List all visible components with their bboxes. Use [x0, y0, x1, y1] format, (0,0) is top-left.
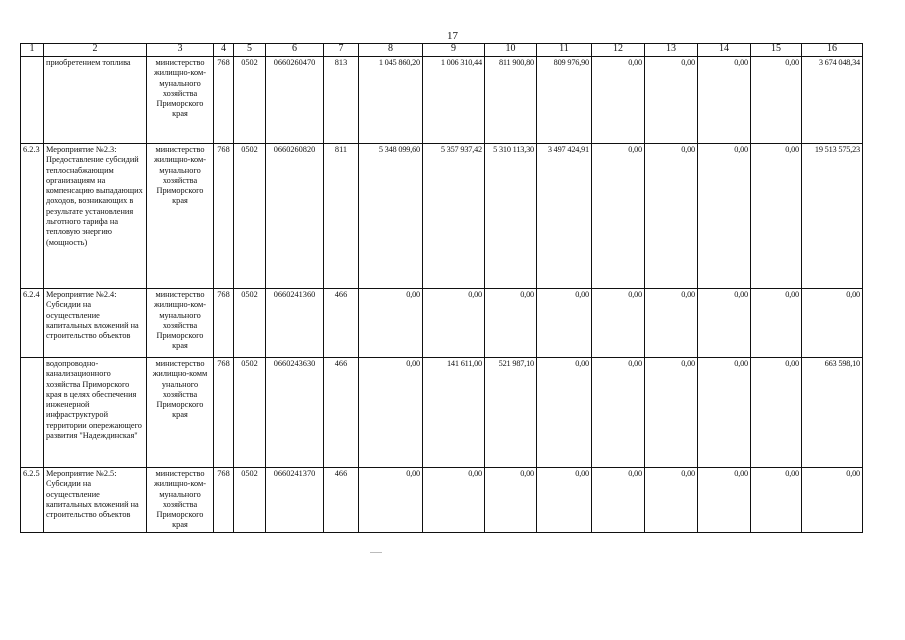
- cell-vr: 466: [324, 358, 359, 468]
- amount-total: 3 674 048,34: [802, 57, 863, 144]
- amount-col-12: 0,00: [592, 144, 645, 289]
- cell-csr: 0660243630: [266, 358, 324, 468]
- amount-col-13: 0,00: [645, 57, 698, 144]
- cell-rzpr: 0502: [234, 358, 266, 468]
- amount-col-8: 0,00: [359, 289, 423, 358]
- cell-grbs: 768: [214, 57, 234, 144]
- column-header: 15: [751, 44, 802, 57]
- cell-grbs: 768: [214, 358, 234, 468]
- amount-col-12: 0,00: [592, 358, 645, 468]
- amount-col-11: 0,00: [537, 468, 592, 533]
- budget-table: [20, 43, 863, 533]
- executor: министерство жилищно-ком-мунального хозяйства Приморского края: [147, 289, 214, 358]
- column-header: 8: [359, 44, 423, 57]
- cell-rzpr: 0502: [234, 289, 266, 358]
- column-header: 7: [324, 44, 359, 57]
- cell-vr: 813: [324, 57, 359, 144]
- executor: министерство жилищно-ком-мунального хозяйства Приморского края: [147, 468, 214, 533]
- amount-col-14: 0,00: [698, 358, 751, 468]
- amount-col-10: 521 987,10: [485, 358, 537, 468]
- amount-col-9: 141 611,00: [423, 358, 485, 468]
- cell-rzpr: 0502: [234, 57, 266, 144]
- amount-col-10: 811 900,80: [485, 57, 537, 144]
- executor: министерство жилищно-комм унального хозяйства Приморского края: [147, 358, 214, 468]
- amount-col-9: 5 357 937,42: [423, 144, 485, 289]
- amount-col-11: 0,00: [537, 358, 592, 468]
- amount-col-11: 3 497 424,91: [537, 144, 592, 289]
- cell-csr: 0660260470: [266, 57, 324, 144]
- cell-grbs: 768: [214, 144, 234, 289]
- column-header: 16: [802, 44, 863, 57]
- table-row: [21, 468, 863, 533]
- amount-col-14: 0,00: [698, 468, 751, 533]
- amount-col-8: 5 348 099,60: [359, 144, 423, 289]
- activity-name: водопроводно-канализационного хозяйства Приморского края в целях обеспечения инженерной инфраструктурой территории опережающего развития "Надеждинская": [44, 358, 147, 468]
- amount-col-9: 0,00: [423, 468, 485, 533]
- activity-name: Мероприятие №2.3: Предоставление субсидий теплоснабжающим организациям на компенсацию выпадающих доходов, возникающих в результате установления льготного тарифа на тепловую энергию (мощность): [44, 144, 147, 289]
- amount-col-12: 0,00: [592, 57, 645, 144]
- amount-col-13: 0,00: [645, 289, 698, 358]
- cell-vr: 811: [324, 144, 359, 289]
- cell-csr: 0660241370: [266, 468, 324, 533]
- column-number-row: [21, 44, 863, 57]
- table-row: [21, 289, 863, 358]
- scan-mark: [370, 552, 382, 553]
- row-code: 6.2.4: [21, 289, 44, 358]
- column-header: 1: [21, 44, 44, 57]
- amount-col-8: 0,00: [359, 358, 423, 468]
- column-header: 9: [423, 44, 485, 57]
- column-header: 14: [698, 44, 751, 57]
- cell-csr: 0660241360: [266, 289, 324, 358]
- column-header: 4: [214, 44, 234, 57]
- column-header: 11: [537, 44, 592, 57]
- amount-col-8: 1 045 860,20: [359, 57, 423, 144]
- amount-col-10: 0,00: [485, 468, 537, 533]
- cell-vr: 466: [324, 468, 359, 533]
- cell-rzpr: 0502: [234, 144, 266, 289]
- row-code: 6.2.5: [21, 468, 44, 533]
- column-header: 13: [645, 44, 698, 57]
- amount-col-14: 0,00: [698, 289, 751, 358]
- amount-col-9: 1 006 310,44: [423, 57, 485, 144]
- amount-col-15: 0,00: [751, 289, 802, 358]
- column-header: 5: [234, 44, 266, 57]
- amount-col-13: 0,00: [645, 468, 698, 533]
- amount-col-11: 0,00: [537, 289, 592, 358]
- row-code: [21, 57, 44, 144]
- table-body: [21, 57, 863, 533]
- amount-col-13: 0,00: [645, 358, 698, 468]
- amount-col-11: 809 976,90: [537, 57, 592, 144]
- amount-col-14: 0,00: [698, 144, 751, 289]
- table-row: [21, 57, 863, 144]
- amount-col-13: 0,00: [645, 144, 698, 289]
- column-header: 6: [266, 44, 324, 57]
- column-header: 2: [44, 44, 147, 57]
- row-code: 6.2.3: [21, 144, 44, 289]
- amount-col-15: 0,00: [751, 144, 802, 289]
- amount-col-8: 0,00: [359, 468, 423, 533]
- amount-col-15: 0,00: [751, 57, 802, 144]
- amount-total: 19 513 575,23: [802, 144, 863, 289]
- cell-rzpr: 0502: [234, 468, 266, 533]
- amount-col-15: 0,00: [751, 358, 802, 468]
- cell-grbs: 768: [214, 289, 234, 358]
- column-header: 12: [592, 44, 645, 57]
- amount-col-15: 0,00: [751, 468, 802, 533]
- amount-col-12: 0,00: [592, 289, 645, 358]
- amount-total: 0,00: [802, 468, 863, 533]
- table-row: [21, 358, 863, 468]
- amount-col-9: 0,00: [423, 289, 485, 358]
- activity-name: Мероприятие №2.5: Субсидии на осуществление капитальных вложений на строительство объектов: [44, 468, 147, 533]
- amount-col-10: 5 310 113,30: [485, 144, 537, 289]
- row-code: [21, 358, 44, 468]
- cell-grbs: 768: [214, 468, 234, 533]
- executor: министерство жилищно-ком-мунального хозяйства Приморского края: [147, 144, 214, 289]
- amount-col-12: 0,00: [592, 468, 645, 533]
- amount-col-10: 0,00: [485, 289, 537, 358]
- amount-total: 0,00: [802, 289, 863, 358]
- column-header: 3: [147, 44, 214, 57]
- table-row: [21, 144, 863, 289]
- amount-col-14: 0,00: [698, 57, 751, 144]
- cell-csr: 0660260820: [266, 144, 324, 289]
- cell-vr: 466: [324, 289, 359, 358]
- amount-total: 663 598,10: [802, 358, 863, 468]
- activity-name: Мероприятие №2.4: Субсидии на осуществление капитальных вложений на строительство объектов: [44, 289, 147, 358]
- page-number: 17: [447, 30, 458, 42]
- column-header: 10: [485, 44, 537, 57]
- executor: министерство жилищно-ком-мунального хозяйства Приморского края: [147, 57, 214, 144]
- activity-name: приобретением топлива: [44, 57, 147, 144]
